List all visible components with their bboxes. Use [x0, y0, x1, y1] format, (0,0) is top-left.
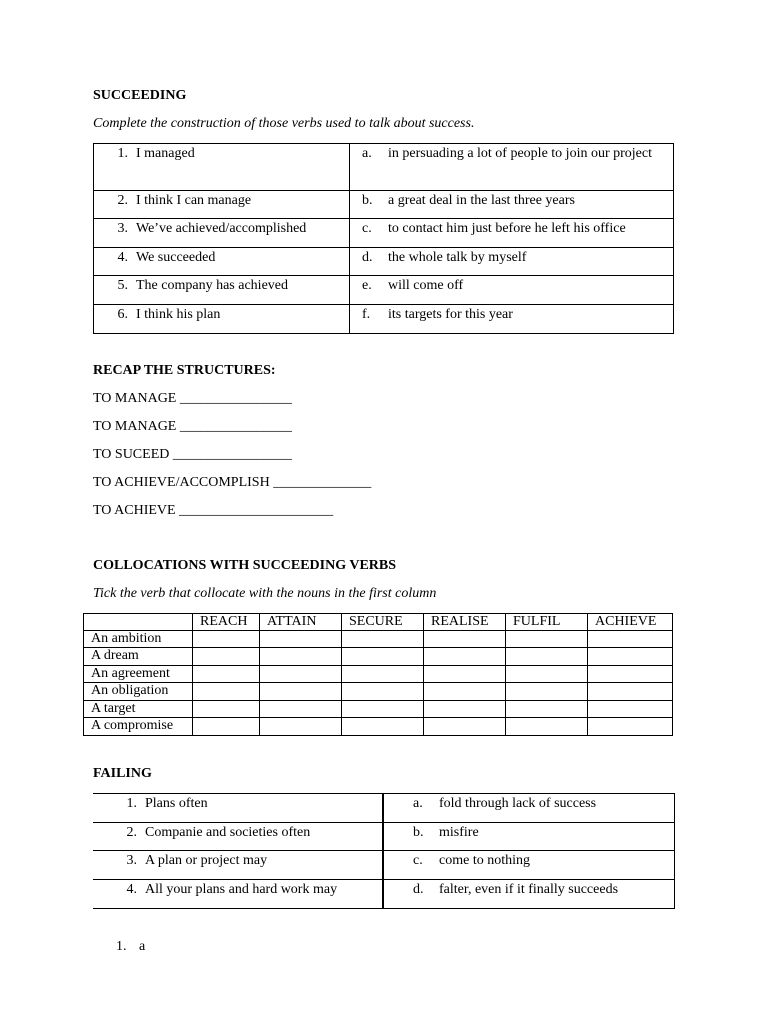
- tick-cell[interactable]: [424, 666, 506, 683]
- sentence-start: Companie and societies often: [145, 825, 311, 840]
- tick-cell[interactable]: [342, 648, 424, 666]
- sentence-start: We succeeded: [136, 250, 216, 265]
- sentence-end: a great deal in the last three years: [388, 193, 575, 208]
- tick-cell[interactable]: [260, 631, 342, 648]
- succeeding-table: [93, 143, 674, 334]
- row-letter: c.: [362, 221, 372, 236]
- tick-cell[interactable]: [588, 683, 673, 701]
- table-row: [93, 880, 674, 909]
- tick-cell[interactable]: [588, 701, 673, 718]
- table-row: [94, 276, 674, 305]
- table-row: [94, 219, 674, 248]
- tick-cell[interactable]: [424, 631, 506, 648]
- table-row: [94, 305, 674, 334]
- tick-cell[interactable]: [506, 683, 588, 701]
- collocation-grid: [83, 613, 673, 736]
- table-row: [94, 144, 674, 191]
- noun-cell: A dream: [84, 648, 193, 666]
- tick-cell[interactable]: [588, 666, 673, 683]
- row-letter: c.: [413, 853, 423, 868]
- collocations-heading: COLLOCATIONS WITH SUCCEEDING VERBS: [93, 558, 397, 573]
- noun-cell: A compromise: [84, 718, 193, 736]
- tick-cell[interactable]: [588, 631, 673, 648]
- tick-cell[interactable]: [260, 648, 342, 666]
- sentence-start: A plan or project may: [145, 853, 268, 868]
- row-letter: b.: [413, 825, 424, 840]
- tick-cell[interactable]: [506, 631, 588, 648]
- table-row: [93, 823, 674, 851]
- row-number: 6.: [117, 307, 128, 322]
- sentence-end: misfire: [439, 825, 479, 840]
- tick-cell[interactable]: [260, 683, 342, 701]
- tick-cell[interactable]: [193, 683, 260, 701]
- tick-cell[interactable]: [588, 648, 673, 666]
- tick-cell[interactable]: [424, 718, 506, 736]
- tick-cell[interactable]: [342, 631, 424, 648]
- tick-cell[interactable]: [424, 683, 506, 701]
- row-letter: a.: [362, 146, 372, 161]
- noun-cell: A target: [84, 701, 193, 718]
- sentence-end: will come off: [388, 278, 464, 293]
- verb-header: REALISE: [424, 614, 506, 631]
- row-letter: f.: [362, 307, 371, 322]
- tick-cell[interactable]: [193, 701, 260, 718]
- failing-table: [93, 793, 675, 909]
- verb-header: ATTAIN: [260, 614, 342, 631]
- sentence-end: to contact him just before he left his office: [388, 221, 626, 236]
- recap-line: TO ACHIEVE ______________________: [93, 503, 334, 518]
- tick-cell[interactable]: [424, 701, 506, 718]
- sentence-start: I think I can manage: [136, 193, 252, 208]
- row-number: 3.: [126, 853, 137, 868]
- recap-line: TO ACHIEVE/ACCOMPLISH ______________: [93, 475, 372, 490]
- table-row: [84, 631, 673, 648]
- row-number: 2.: [117, 193, 128, 208]
- table-row: [84, 718, 673, 736]
- sentence-end: falter, even if it finally succeeds: [439, 882, 619, 897]
- sentence-end: its targets for this year: [388, 307, 513, 322]
- tick-cell[interactable]: [193, 666, 260, 683]
- verb-header: SECURE: [342, 614, 424, 631]
- verb-header: REACH: [193, 614, 260, 631]
- sentence-start: Plans often: [145, 796, 208, 811]
- recap-heading: RECAP THE STRUCTURES:: [93, 363, 276, 378]
- row-number: 4.: [126, 882, 137, 897]
- sentence-start: All your plans and hard work may: [145, 882, 338, 897]
- sentence-end: in persuading a lot of people to join our project: [388, 146, 652, 161]
- tick-cell[interactable]: [506, 648, 588, 666]
- failing-heading: FAILING: [93, 766, 152, 781]
- noun-cell: An obligation: [84, 683, 193, 701]
- succeeding-instruction: Complete the construction of those verbs used to talk about success.: [93, 116, 475, 131]
- tick-cell[interactable]: [342, 683, 424, 701]
- recap-line: TO SUCEED _________________: [93, 447, 292, 462]
- sentence-end: fold through lack of success: [439, 796, 597, 811]
- answer-number: 1.: [116, 939, 127, 954]
- row-number: 1.: [126, 796, 137, 811]
- table-row: [84, 701, 673, 718]
- tick-cell[interactable]: [193, 631, 260, 648]
- sentence-end: come to nothing: [439, 853, 530, 868]
- tick-cell[interactable]: [193, 718, 260, 736]
- table-row: [93, 851, 674, 880]
- row-letter: a.: [413, 796, 423, 811]
- row-number: 4.: [117, 250, 128, 265]
- row-letter: d.: [413, 882, 424, 897]
- tick-cell[interactable]: [260, 666, 342, 683]
- table-row: [94, 248, 674, 276]
- grid-header-row: [84, 614, 673, 631]
- noun-cell: An ambition: [84, 631, 193, 648]
- sentence-start: The company has achieved: [136, 278, 288, 293]
- sentence-start: We’ve achieved/accomplished: [136, 221, 307, 236]
- row-number: 2.: [126, 825, 137, 840]
- noun-cell: An agreement: [84, 666, 193, 683]
- sentence-end: the whole talk by myself: [388, 250, 527, 265]
- tick-cell[interactable]: [424, 648, 506, 666]
- sentence-start: I managed: [136, 146, 195, 161]
- recap-line: TO MANAGE ________________: [93, 419, 292, 434]
- tick-cell[interactable]: [260, 718, 342, 736]
- row-letter: e.: [362, 278, 372, 293]
- row-number: 3.: [117, 221, 128, 236]
- table-row: [84, 648, 673, 666]
- row-letter: b.: [362, 193, 373, 208]
- grid-corner-cell: [84, 614, 193, 631]
- tick-cell[interactable]: [506, 666, 588, 683]
- table-row: [94, 191, 674, 219]
- tick-cell[interactable]: [342, 666, 424, 683]
- verb-header: ACHIEVE: [588, 614, 673, 631]
- tick-cell[interactable]: [506, 701, 588, 718]
- sentence-start: I think his plan: [136, 307, 221, 322]
- verb-header: FULFIL: [506, 614, 588, 631]
- tick-cell[interactable]: [342, 701, 424, 718]
- collocations-instruction: Tick the verb that collocate with the nouns in the first column: [93, 586, 437, 601]
- table-row: [84, 683, 673, 701]
- row-number: 5.: [117, 278, 128, 293]
- tick-cell[interactable]: [506, 718, 588, 736]
- row-letter: d.: [362, 250, 373, 265]
- tick-cell[interactable]: [588, 718, 673, 736]
- answer-value: a: [139, 939, 146, 954]
- recap-line: TO MANAGE ________________: [93, 391, 292, 406]
- table-row: [93, 794, 674, 823]
- tick-cell[interactable]: [342, 718, 424, 736]
- succeeding-heading: SUCCEEDING: [93, 88, 187, 103]
- row-number: 1.: [117, 146, 128, 161]
- tick-cell[interactable]: [260, 701, 342, 718]
- table-row: [84, 666, 673, 683]
- answer-line: [116, 939, 145, 955]
- tick-cell[interactable]: [193, 648, 260, 666]
